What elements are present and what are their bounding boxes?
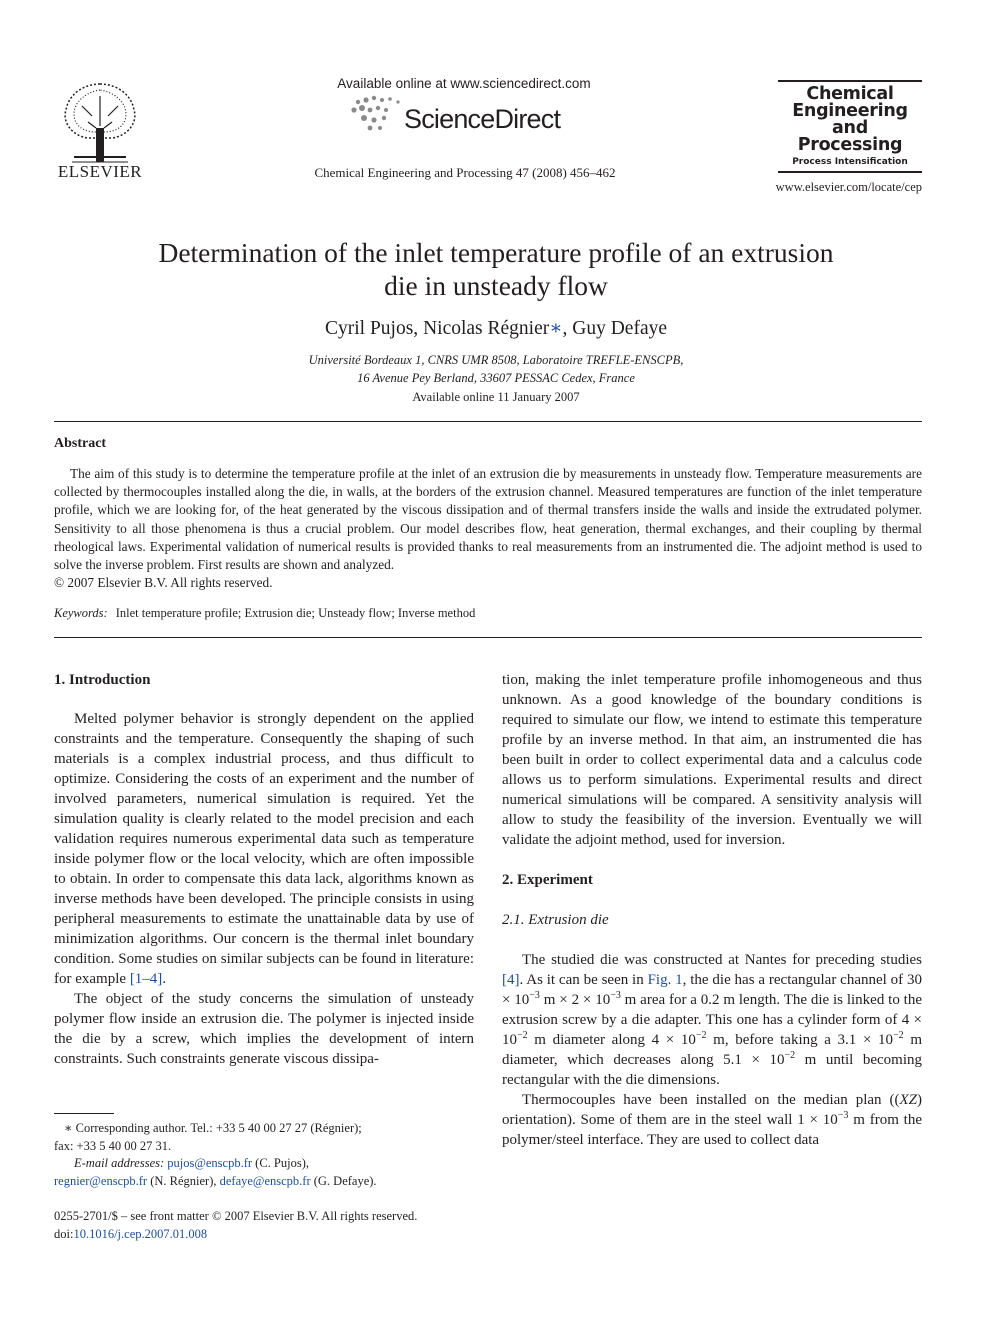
footnote-text: (G. Defaye). — [310, 1173, 377, 1188]
footnote-text: (C. Pujos), — [252, 1156, 309, 1170]
title-line-2: die in unsteady flow — [384, 270, 608, 301]
corresponding-author-note — [54, 1120, 474, 1138]
paragraph — [54, 709, 474, 989]
exponent: −3 — [529, 990, 540, 1001]
author-name: Nicolas Régnier — [423, 318, 550, 339]
figure-link[interactable]: Fig. 1 — [647, 972, 683, 988]
exponent: −2 — [893, 1030, 904, 1041]
email-line — [54, 1173, 474, 1191]
keywords — [54, 606, 922, 621]
author-list — [100, 316, 892, 340]
journal-title-line: Processing — [797, 135, 903, 155]
abstract-top-rule — [54, 421, 922, 422]
abstract-body — [54, 465, 922, 592]
journal-logo-top-rule — [778, 80, 922, 82]
paragraph-text: m, before taking a 3.1 × 10 — [706, 1032, 894, 1048]
footnote — [54, 1120, 474, 1190]
paragraph-text: The studied die was constructed at Nantes for preceding studies — [522, 952, 922, 968]
left-column — [54, 670, 474, 1069]
journal-title-line: and — [832, 118, 868, 138]
subsection-heading: 2.1. Extrusion die — [502, 912, 609, 928]
title-line-1: Determination of the inlet temperature profile of an extrusion — [158, 237, 834, 268]
journal-title-line: Engineering — [792, 101, 908, 121]
paragraph-text: m diameter along 4 × 10 — [527, 1032, 696, 1048]
author-name: , Guy Defaye — [562, 318, 667, 339]
section-heading: 2. Experiment — [502, 872, 593, 888]
author-name: Cyril Pujos, — [325, 318, 424, 339]
doi-label: doi: — [54, 1226, 74, 1241]
paragraph-text: m × 2 × 10 — [539, 992, 611, 1008]
journal-title-line: Chemical — [806, 84, 894, 104]
paragraph — [502, 1090, 922, 1150]
reference-link[interactable]: [1–4] — [129, 971, 163, 987]
paragraph-text: m until becoming rectangular with the die dimensions. — [502, 1052, 922, 1088]
exponent: −2 — [784, 1050, 796, 1061]
issn-line: 0255-2701/$ – see front matter © 2007 Elsevier B.V. All rights reserved. — [54, 1209, 418, 1223]
abstract-text: The aim of this study is to determine the temperature profile at the inlet of an extrusion die by measurements in unsteady flow. Temperature measurements are collected by thermocouples installed along the die, in walls, at the borders of the extrusion channel. Measured temperatures are function of the inlet temperature profile, which we are looking for, of the heat generated by the viscous dissipation and of thermal transfers inside the walls and inside the extrudated polymer. Sensitivity to all those phenomena is thus a crucial problem. Our model describes flow, heat generation, thermal exchanges, and their coupling by thermal rheological laws. Experimental validation of numerical results is provided thanks to real measurements from an instrumented die. The adjoint method is used to solve the inverse problem. First results are shown and analyzed. — [54, 466, 922, 573]
elsevier-wordmark: ELSEVIER — [57, 162, 143, 181]
affiliation-line: 16 Avenue Pey Berland, 33607 PESSAC Cedex, France — [357, 371, 635, 385]
footnote-text: fax: +33 5 40 00 27 31. — [54, 1138, 172, 1153]
paragraph-text: . — [162, 971, 167, 987]
corresponding-author-marker[interactable]: ∗ — [549, 318, 563, 339]
email-link[interactable]: regnier@enscpb.fr — [54, 1173, 148, 1188]
abstract-heading: Abstract — [54, 436, 107, 451]
journal-citation: Chemical Engineering and Processing 47 (2008) 456–462 — [314, 165, 616, 180]
paragraph-text: ) orientation). Some of them are in the steel wall 1 × 10 — [502, 1092, 922, 1128]
keywords-label: Keywords: — [54, 606, 108, 620]
sciencedirect-logo-text: ScienceDirect — [404, 104, 561, 134]
footnote-text: Corresponding author. Tel.: +33 5 40 00 27 27 (Régnier); — [72, 1121, 362, 1135]
italic-symbol: XZ — [899, 1092, 917, 1108]
online-date: Available online 11 January 2007 — [412, 390, 580, 404]
abstract-copyright: © 2007 Elsevier B.V. All rights reserved. — [54, 575, 273, 591]
email-link[interactable]: defaye@enscpb.fr — [219, 1173, 311, 1188]
paragraph-text: m from the polymer/steel interface. They are used to collect data — [502, 1112, 922, 1148]
exponent: −2 — [517, 1030, 528, 1041]
email-link[interactable]: pujos@enscpb.fr — [167, 1156, 253, 1170]
paragraph-text: . As it can be seen in — [519, 972, 648, 988]
paragraph-text: Thermocouples have been installed on the median plan (( — [522, 1092, 900, 1108]
available-online-text[interactable]: Available online at www.sciencedirect.com — [337, 76, 591, 91]
doi-link[interactable]: 10.1016/j.cep.2007.01.008 — [73, 1226, 208, 1241]
section-heading: 1. Introduction — [54, 672, 151, 688]
email-label: E-mail addresses: — [74, 1156, 165, 1170]
affiliation — [100, 351, 892, 387]
paragraph-text: m area for a 0.2 m length. The die is linked to the extrusion screw by a die adapter. This one has a cylinder form of 4 × 10 — [502, 992, 922, 1048]
paragraph-text: Melted polymer behavior is strongly dependent on the applied constraints and the temperature. Consequently the shaping of such materials is a complex industrial process, and thus difficult to optimize. Considering the costs of an experiment and the number of involved parameters, numerical simulation is required. Yet the simulation quality is clearly related to the model precision and each validation requires numerous experimental data such as temperature inside polymer flow or the local velocity, which are often impossible to obtain. In order to compensate this data lack, algorithms known as inverse methods have been developed. The principle consists in using peripheral measurements to estimate the unattainable data by use of minimization algorithms. Our concern is the thermal inlet boundary condition. Some studies on similar subjects can be found in literature: for example — [54, 711, 474, 987]
paragraph-text: , the die has a rectangular channel of 30 × 10 — [502, 972, 922, 1008]
keywords-list: Inlet temperature profile; Extrusion die; Unsteady flow; Inverse method — [115, 606, 476, 620]
footnote-rule — [54, 1113, 114, 1114]
journal-logo-title — [778, 86, 922, 154]
paragraph-text: m diameter, which decreases along 5.1 × 10 — [502, 1032, 922, 1068]
journal-subtitle: Process Intensification — [792, 157, 908, 167]
paragraph — [502, 950, 922, 1090]
front-matter — [54, 1208, 484, 1243]
exponent: −3 — [610, 990, 621, 1001]
doi-line — [54, 1226, 484, 1244]
affiliation-line: Université Bordeaux 1, CNRS UMR 8508, Laboratoire TREFLE-ENSCPB, — [308, 353, 684, 367]
abstract-bottom-rule — [54, 637, 922, 638]
footnote-text: (N. Régnier), — [147, 1173, 220, 1188]
journal-url-link[interactable]: www.elsevier.com/locate/cep — [775, 180, 922, 194]
exponent: −2 — [695, 1030, 707, 1041]
paragraph: tion, making the inlet temperature profile inhomogeneous and thus unknown. As a good knowledge of the boundary conditions is required to simulate our flow, we intend to estimate this temperature profile by an inverse method. In that aim, an instrumented die has been built in order to collect experimental data and a calculus code allows us to perform simulations. Experimental results and direct numerical simulations will be compared. A sensitivity analysis will allow to study the feasibility of the inversion. Eventually we will validate the adjoint method, used for inversion. — [502, 672, 922, 848]
right-column — [502, 670, 922, 1150]
paragraph: The object of the study concerns the simulation of unsteady polymer flow inside an extrusion die. The polymer is injected inside the die by a screw, which implies the development of intern constraints. Such constraints generate viscous dissipa- — [54, 991, 474, 1067]
footnote-marker: ∗ — [64, 1121, 73, 1135]
exponent: −3 — [837, 1110, 849, 1121]
reference-link[interactable]: [4] — [502, 972, 520, 988]
email-line — [54, 1155, 474, 1173]
journal-logo-bottom-rule — [778, 171, 922, 173]
article-title — [100, 236, 892, 302]
